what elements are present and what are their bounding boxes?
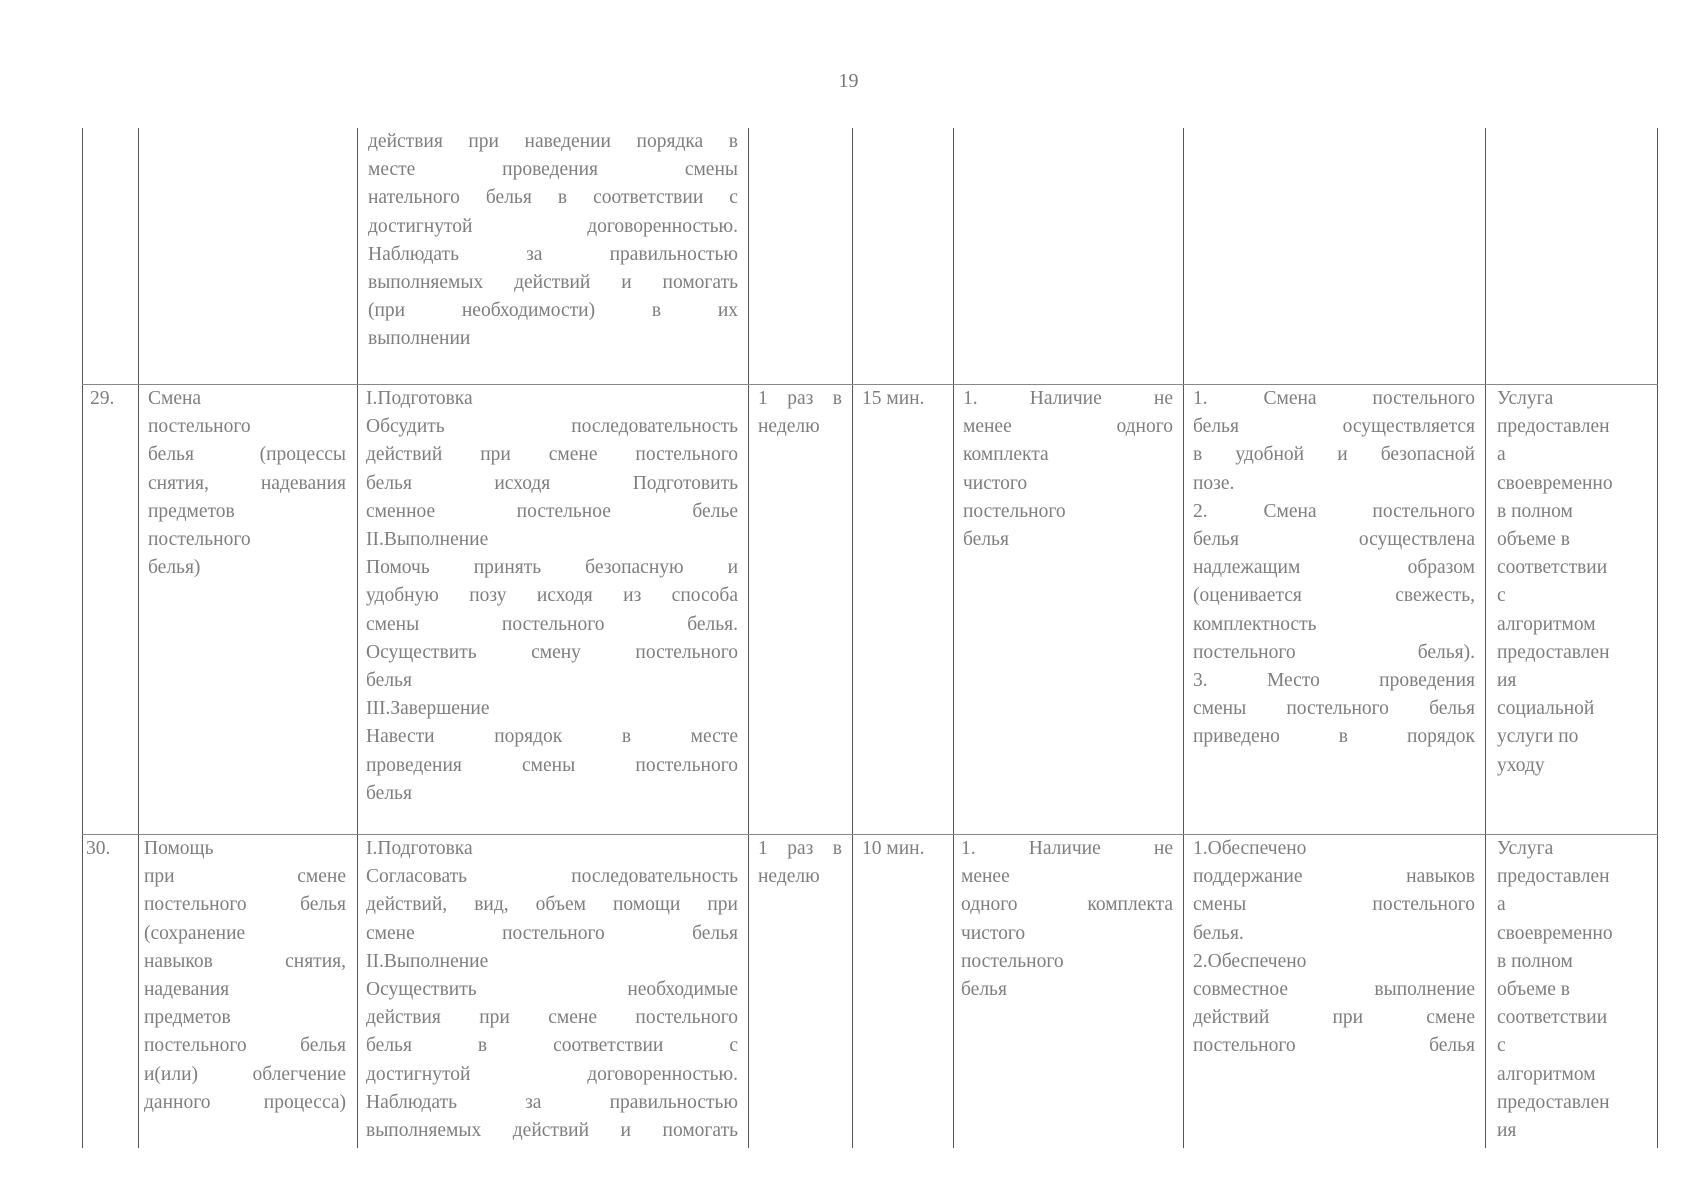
text-line: предоставлен	[1497, 1091, 1610, 1113]
text-line: Наблюдать за правильностью	[366, 1091, 738, 1113]
text-line: с	[1497, 1035, 1506, 1057]
text-line: Услуга	[1497, 388, 1554, 409]
text-line: Услуга	[1497, 838, 1554, 859]
text-line: 1. Наличие не	[963, 388, 1173, 409]
text-line: действий, вид, объем помощи при	[366, 894, 738, 916]
text-line: белья	[961, 979, 1007, 1001]
text-line: белья осуществляется	[1193, 416, 1475, 438]
text-line: постельного белья	[144, 894, 346, 916]
text-line: надлежащим образом	[1193, 557, 1475, 579]
text-line: выполняемых действий и помогать	[366, 1120, 738, 1142]
text-line: а	[1497, 444, 1506, 466]
text-line: постельного белья).	[1193, 641, 1475, 663]
table-border-right	[1657, 128, 1658, 1148]
text-line: действий при смене	[1193, 1007, 1475, 1029]
text-line: белья)	[148, 557, 201, 579]
text-line: выполняемых действий и помогать	[368, 272, 738, 294]
column-divider	[953, 128, 954, 1148]
text-line: II.Выполнение	[366, 529, 489, 551]
text-line: данного процесса)	[144, 1091, 346, 1113]
text-line: снятия, надевания	[148, 472, 346, 494]
text-line: постельного белья	[1193, 1035, 1475, 1057]
column-divider	[1183, 128, 1184, 1148]
text-line: а	[1497, 894, 1506, 916]
text-line: постельного	[148, 529, 251, 551]
text-line: 1 раз в	[758, 388, 842, 409]
text-line: навыков снятия,	[144, 950, 346, 972]
text-line: III.Завершение	[366, 698, 490, 720]
text-line: (сохранение	[144, 922, 246, 944]
text-line: при смене	[144, 866, 346, 888]
text-line: Согласовать последовательность	[366, 866, 738, 888]
text-line: действия при наведении порядка в	[368, 131, 738, 152]
row-30-frequency	[758, 835, 842, 891]
text-line: белья исходя Подготовить	[366, 472, 738, 494]
text-line: менее одного	[963, 416, 1173, 438]
text-line: белья	[366, 782, 412, 804]
text-line: услуги по	[1497, 726, 1579, 748]
text-line: II.Выполнение	[366, 950, 489, 972]
text-line: с	[1497, 585, 1506, 607]
text-line: I.Подготовка	[366, 388, 473, 409]
text-line: достигнутой договоренностью.	[366, 1063, 738, 1085]
text-line: смены постельного белья.	[366, 613, 738, 635]
row-30-actions	[366, 835, 738, 1145]
text-line: выполнении	[368, 328, 471, 350]
text-line: белья осуществлена	[1193, 529, 1475, 551]
text-line: Помощь	[144, 838, 214, 859]
text-line: комплекта	[963, 444, 1049, 466]
text-line: достигнутой договоренностью.	[368, 215, 738, 237]
text-line: надевания	[144, 979, 230, 1001]
text-line: уходу	[1497, 754, 1545, 776]
text-line: ия	[1497, 670, 1517, 692]
text-line: своевременно	[1497, 922, 1613, 944]
row-29-conditions	[963, 385, 1173, 554]
text-line: ия	[1497, 1120, 1517, 1142]
text-line: 1 раз в	[758, 838, 842, 859]
column-divider	[138, 128, 139, 1148]
text-line: постельного	[148, 416, 251, 438]
text-line: действий при смене постельного	[366, 444, 738, 466]
text-line: в полном	[1497, 500, 1573, 522]
text-line: постельного	[963, 500, 1066, 522]
text-line: 2.Обеспечено	[1193, 950, 1307, 972]
text-line: своевременно	[1497, 472, 1613, 494]
row-30-number: 30.	[86, 838, 111, 859]
text-line: соответствии	[1497, 1007, 1608, 1029]
text-line: проведения смены постельного	[366, 754, 738, 776]
text-line: предоставлен	[1497, 641, 1610, 663]
text-line: постельного	[961, 950, 1064, 972]
column-divider	[1485, 128, 1486, 1148]
text-line: нательного белья в соответствии с	[368, 187, 738, 209]
text-line: месте проведения смены	[368, 159, 738, 181]
column-divider	[852, 128, 853, 1148]
text-line: объеме в	[1497, 529, 1571, 551]
text-line: белья.	[1193, 922, 1244, 944]
text-line: Помочь принять безопасную и	[366, 557, 738, 579]
text-line: Наблюдать за правильностью	[368, 243, 738, 265]
text-line: объеме в	[1497, 979, 1571, 1001]
text-line: одного комплекта	[961, 894, 1173, 916]
text-line: I.Подготовка	[366, 838, 473, 859]
row-29-results	[1193, 385, 1475, 752]
row-29-duration: 15 мин.	[862, 388, 925, 409]
text-line: предоставлен	[1497, 866, 1610, 888]
row-29-number: 29.	[90, 388, 115, 409]
text-line: неделю	[758, 866, 820, 888]
row-30-conditions	[961, 835, 1173, 1004]
text-line: Смена	[148, 388, 202, 409]
row-30-service-name	[144, 835, 346, 1117]
text-line: в полном	[1497, 950, 1573, 972]
row-29-frequency	[758, 385, 842, 441]
text-line: удобную позу исходя из способа	[366, 585, 738, 607]
text-line: алгоритмом	[1497, 613, 1596, 635]
row-29-quality	[1497, 385, 1652, 780]
text-line: 1.Обеспечено	[1193, 838, 1307, 859]
row-30-results	[1193, 835, 1475, 1061]
page-number: 19	[838, 70, 859, 92]
text-line: предметов	[144, 1007, 231, 1029]
text-line: комплектность	[1193, 613, 1317, 635]
text-line: приведено в порядок	[1193, 726, 1475, 748]
text-line: 3. Место проведения	[1193, 670, 1475, 692]
text-line: чистого	[963, 472, 1028, 494]
text-line: Навести порядок в месте	[366, 726, 738, 748]
text-line: Осуществить необходимые	[366, 979, 738, 1001]
column-divider	[748, 128, 749, 1148]
text-line: 1. Смена постельного	[1193, 388, 1475, 409]
text-line: неделю	[758, 416, 820, 438]
text-line: постельного белья	[144, 1035, 346, 1057]
text-line: и(или) облегчение	[144, 1063, 346, 1085]
text-line: белья (процессы	[148, 444, 346, 466]
previous-row-actions	[368, 128, 738, 354]
text-line: соответствии	[1497, 557, 1608, 579]
text-line: Обсудить последовательность	[366, 416, 738, 438]
text-line: смены постельного белья	[1193, 698, 1475, 720]
row-30-quality	[1497, 835, 1652, 1145]
text-line: сменное постельное белье	[366, 500, 738, 522]
text-line: чистого	[961, 922, 1026, 944]
row-30-duration: 10 мин.	[862, 838, 925, 859]
text-line: Осуществить смену постельного	[366, 641, 738, 663]
text-line: социальной	[1497, 698, 1595, 720]
text-line: смены постельного	[1193, 894, 1475, 916]
column-divider	[357, 128, 358, 1148]
text-line: менее	[961, 866, 1010, 888]
text-line: поддержание навыков	[1193, 866, 1475, 888]
text-line: предоставлен	[1497, 416, 1610, 438]
text-line: алгоритмом	[1497, 1063, 1596, 1085]
text-line: 1. Наличие не	[961, 838, 1173, 859]
text-line: предметов	[148, 500, 235, 522]
table-border-left	[82, 128, 83, 1148]
text-line: смене постельного белья	[366, 922, 738, 944]
text-line: белья в соответствии с	[366, 1035, 738, 1057]
text-line: белья	[963, 529, 1009, 551]
text-line: в удобной и безопасной	[1193, 444, 1475, 466]
row-29-service-name	[148, 385, 346, 582]
text-line: позе.	[1193, 472, 1235, 494]
text-line: действия при смене постельного	[366, 1007, 738, 1029]
text-line: (при необходимости) в их	[368, 300, 738, 322]
row-29-actions	[366, 385, 738, 808]
text-line: (оценивается свежесть,	[1193, 585, 1475, 607]
text-line: белья	[366, 670, 412, 692]
text-line: совместное выполнение	[1193, 979, 1475, 1001]
text-line: 2. Смена постельного	[1193, 500, 1475, 522]
